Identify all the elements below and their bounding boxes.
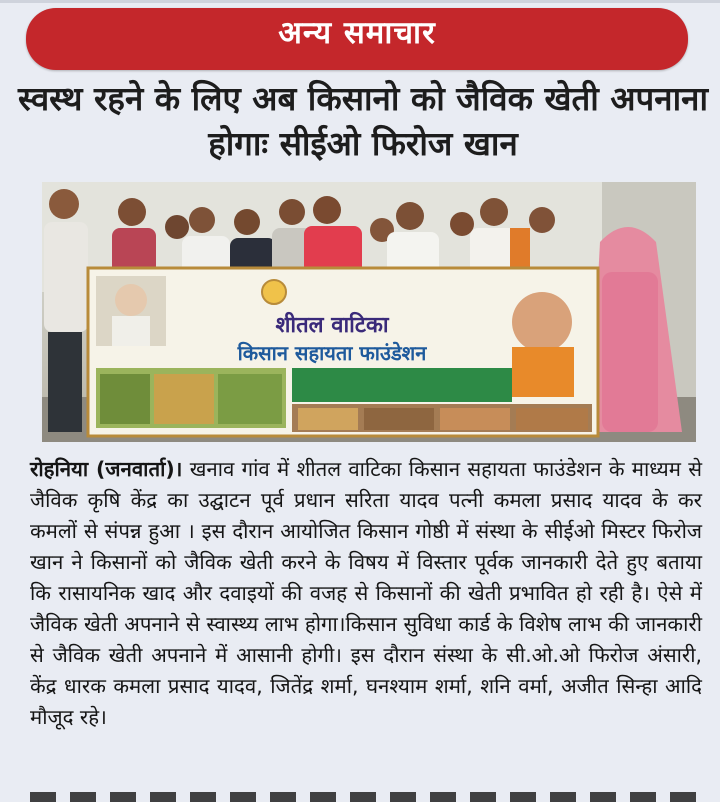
article-body xyxy=(30,454,702,733)
article-dateline: रोहनिया (जनवार्ता)। xyxy=(30,457,183,481)
section-banner xyxy=(26,8,688,70)
next-article-cutoff xyxy=(30,792,702,802)
banner-title: शीतल वाटिका xyxy=(275,313,389,338)
section-banner-label: अन्य समाचार xyxy=(278,15,436,51)
foundation-banner xyxy=(88,268,598,436)
article-text: खनाव गांव में शीतल वाटिका किसान सहायता फाउंडेशन के माध्यम से जैविक कृषि केंद्र का उद्घाटन पूर्व प्रधान सरिता यादव पत्नी कमला प्रसाद यादव के कर कमलों से संपन्न हुआ । इस दौरान आयोजित किसान गोष्ठी में संस्था के सीईओ मिस्टर फिरोज खान ने किसानों को जैविक खेती करने के विषय में विस्तार पूर्वक जानकारी देते हुए बताया कि रासायनिक खाद और दवाइयों की वजह से किसानों की खेती प्रभावित हो रही है। ऐसे में जैविक खेती अपनाने से स्वास्थ्य लाभ होगा।किसान सुविधा कार्ड के विशेष लाभ की जानकारी से जैविक खेती अपनाने में आसानी होगी। इस दौरान संस्था के सी.ओ.ओ फिरोज अंसारी, केंद्र धारक कमला प्रसाद यादव, जितेंद्र शर्मा, घनश्याम शर्मा, शनि वर्मा, अजीत सिन्हा आदि मौजूद रहे। xyxy=(30,457,703,729)
headline: स्वस्थ रहने के लिए अब किसानो को जैविक खेती अपनाना होगाः सीईओ फिरोज खान xyxy=(18,79,709,163)
group-photo-illustration xyxy=(42,182,696,442)
news-photo xyxy=(42,182,696,442)
banner-subtitle: किसान सहायता फाउंडेशन xyxy=(237,341,427,365)
clipping-top-edge xyxy=(0,0,720,3)
